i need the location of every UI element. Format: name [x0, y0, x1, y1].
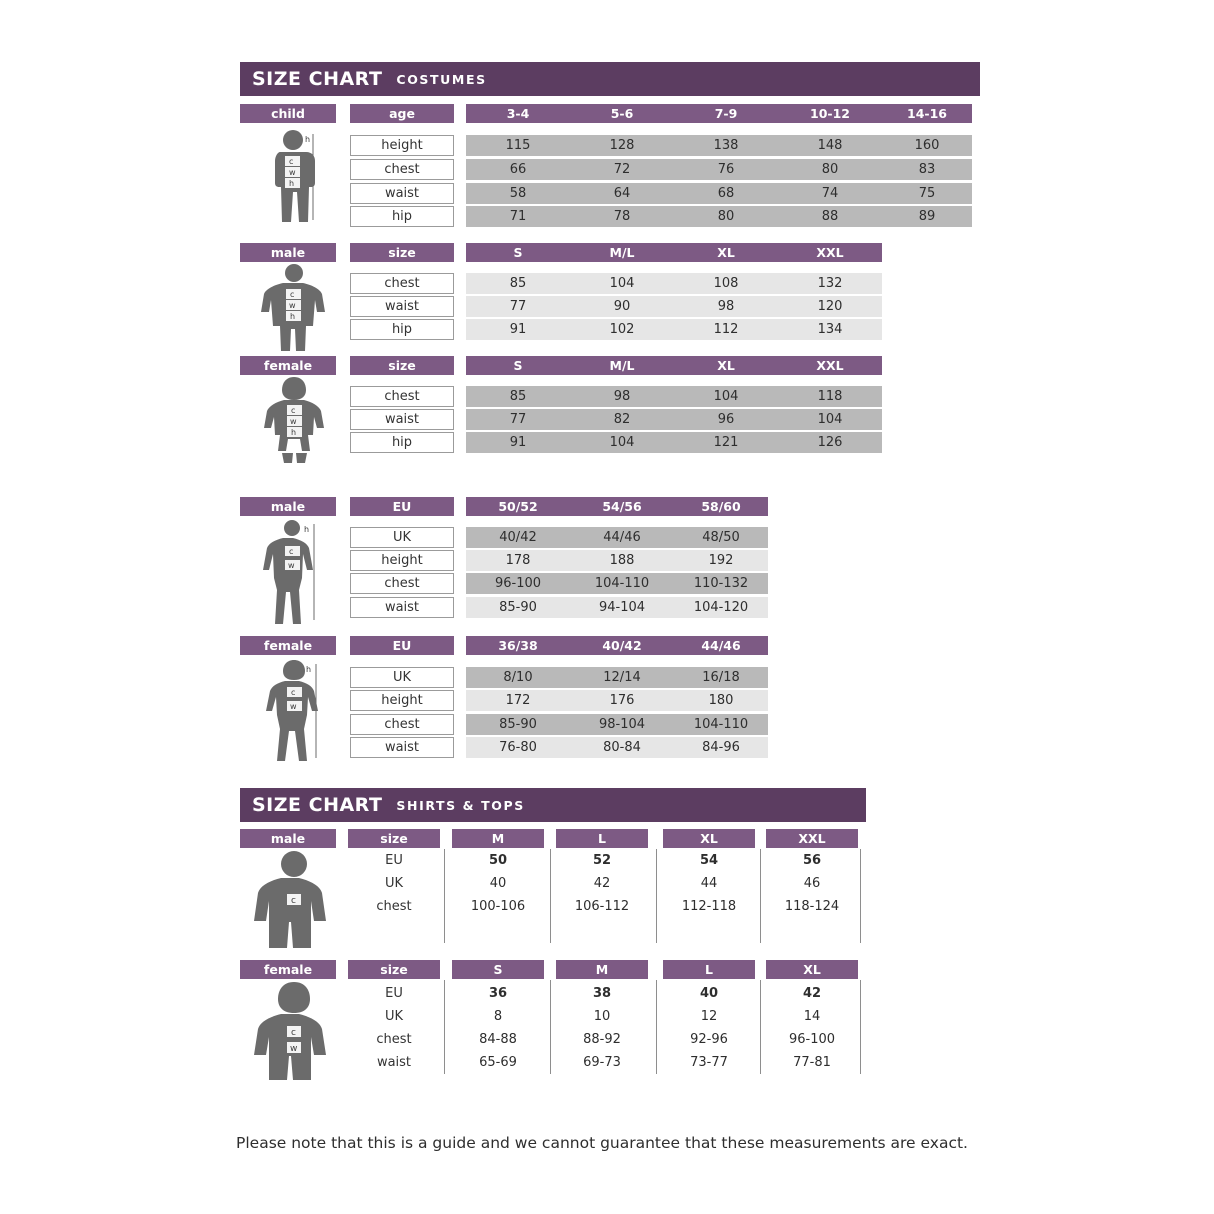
table-cell: 104	[674, 386, 778, 407]
table-cell: 98-104	[570, 714, 674, 735]
row-label: height	[350, 550, 454, 571]
section-tag-female: female	[240, 636, 336, 655]
row-label: UK	[350, 527, 454, 548]
table-cell: 98	[570, 386, 674, 407]
table-cell: 77	[466, 296, 570, 317]
table-cell: 102	[570, 319, 674, 340]
table-cell: 54	[699, 853, 719, 868]
table-cell: 104	[778, 409, 882, 430]
table-cell: 84-88	[479, 1032, 517, 1047]
banner-shirts-tops	[240, 788, 866, 822]
table-cell: 68	[674, 183, 778, 204]
male-full-body-figure	[252, 518, 338, 626]
table-cell: 121	[674, 432, 778, 453]
table-cell: 104	[570, 273, 674, 294]
row-label: chest	[376, 899, 412, 914]
row-label: height	[350, 690, 454, 711]
male-torso-figure	[248, 850, 340, 950]
female-body-figure	[254, 375, 334, 465]
column-header: XXL	[778, 243, 882, 262]
table-cell: 42	[802, 986, 822, 1001]
table-cell: 44	[700, 876, 718, 891]
table-cell: 90	[570, 296, 674, 317]
row-label: UK	[350, 667, 454, 688]
row-label: waist	[376, 1055, 412, 1070]
male-body-figure	[252, 262, 336, 352]
table-cell: 69-73	[583, 1055, 621, 1070]
column-header-age: age	[350, 104, 454, 123]
table-cell: 58	[466, 183, 570, 204]
table-cell: 128	[570, 135, 674, 156]
column-header: 5-6	[570, 104, 674, 123]
table-cell: 106-112	[574, 899, 630, 914]
column-header: M/L	[570, 356, 674, 375]
column-header: 54/56	[570, 497, 674, 516]
column-header-eu: EU	[350, 636, 454, 655]
table-cell: 126	[778, 432, 882, 453]
table-cell: 134	[778, 319, 882, 340]
table-cell: 77-81	[793, 1055, 831, 1070]
column-header: XL	[674, 243, 778, 262]
column-header: XXL	[778, 356, 882, 375]
table-cell: 56	[802, 853, 822, 868]
svg-text:w: w	[289, 168, 296, 177]
table-cell: 73-77	[690, 1055, 728, 1070]
table-cell: 192	[674, 550, 768, 571]
table-cell: 120	[778, 296, 882, 317]
table-cell: 132	[778, 273, 882, 294]
row-label: waist	[350, 597, 454, 618]
table-cell: 96	[674, 409, 778, 430]
table-cell: 112	[674, 319, 778, 340]
female-torso-figure	[248, 980, 340, 1080]
table-cell: 84-96	[674, 737, 768, 758]
svg-text:c: c	[291, 1028, 296, 1038]
row-label: chest	[350, 273, 454, 294]
column-header: S	[452, 960, 544, 979]
column-header: 36/38	[466, 636, 570, 655]
column-header: 58/60	[674, 497, 768, 516]
table-cell: 85	[466, 273, 570, 294]
table-cell: 78	[570, 206, 674, 227]
table-cell: 80	[778, 159, 882, 180]
svg-text:w: w	[290, 1044, 298, 1054]
column-divider	[656, 980, 657, 1074]
column-header: M/L	[570, 243, 674, 262]
row-label: UK	[384, 876, 404, 891]
table-cell: 91	[466, 432, 570, 453]
column-divider	[444, 849, 445, 943]
table-cell: 180	[674, 690, 768, 711]
column-header: XL	[766, 960, 858, 979]
table-cell: 77	[466, 409, 570, 430]
column-divider	[860, 980, 861, 1074]
table-cell: 65-69	[479, 1055, 517, 1070]
table-cell: 12/14	[570, 667, 674, 688]
table-cell: 98	[674, 296, 778, 317]
table-cell: 176	[570, 690, 674, 711]
table-cell: 76	[674, 159, 778, 180]
table-cell: 148	[778, 135, 882, 156]
table-cell: 92-96	[690, 1032, 728, 1047]
column-header: 40/42	[570, 636, 674, 655]
table-cell: 46	[803, 876, 821, 891]
table-cell: 80-84	[570, 737, 674, 758]
table-cell: 80	[674, 206, 778, 227]
table-cell: 40	[489, 876, 507, 891]
table-cell: 83	[882, 159, 972, 180]
svg-text:w: w	[290, 702, 297, 711]
table-cell: 115	[466, 135, 570, 156]
banner-subtitle: SHIRTS & TOPS	[396, 797, 525, 813]
table-cell: 160	[882, 135, 972, 156]
column-header: L	[663, 960, 755, 979]
table-cell: 91	[466, 319, 570, 340]
row-label: chest	[376, 1032, 412, 1047]
column-header: XXL	[766, 829, 858, 848]
table-cell: 71	[466, 206, 570, 227]
table-cell: 82	[570, 409, 674, 430]
svg-text:w: w	[290, 417, 297, 426]
section-tag-female: female	[240, 356, 336, 375]
banner-subtitle: COSTUMES	[396, 71, 487, 87]
column-header-size: size	[348, 960, 440, 979]
svg-text:h: h	[289, 179, 295, 188]
table-cell: 100-106	[470, 899, 526, 914]
table-cell: 104	[570, 432, 674, 453]
row-label: height	[350, 135, 454, 156]
footnote-text: Please note that this is a guide and we cannot guarantee that these measurements are exact.	[236, 1134, 968, 1152]
table-cell: 85	[466, 386, 570, 407]
table-cell: 104-120	[674, 597, 768, 618]
row-label: waist	[350, 183, 454, 204]
svg-text:h: h	[291, 428, 297, 437]
svg-text:c: c	[291, 896, 296, 906]
svg-text:c: c	[291, 688, 296, 697]
table-cell: 188	[570, 550, 674, 571]
row-label: hip	[350, 319, 454, 340]
row-label: EU	[385, 986, 403, 1001]
table-cell: 85-90	[466, 597, 570, 618]
row-label: waist	[350, 296, 454, 317]
table-cell: 44/46	[570, 527, 674, 548]
svg-text:h: h	[290, 312, 296, 321]
column-header-size: size	[348, 829, 440, 848]
child-body-figure	[256, 128, 336, 228]
table-cell: 76-80	[466, 737, 570, 758]
column-header: 10-12	[778, 104, 882, 123]
banner-title: SIZE CHART	[252, 794, 383, 816]
table-cell: 96-100	[466, 573, 570, 594]
column-header: S	[466, 356, 570, 375]
table-cell: 138	[674, 135, 778, 156]
column-header: XL	[674, 356, 778, 375]
svg-text:c: c	[290, 290, 295, 299]
column-header: L	[556, 829, 648, 848]
table-cell: 14	[803, 1009, 821, 1024]
column-header-size: size	[350, 356, 454, 375]
svg-text:h: h	[304, 525, 310, 534]
section-tag-child: child	[240, 104, 336, 123]
table-cell: 89	[882, 206, 972, 227]
column-header: 44/46	[674, 636, 768, 655]
table-cell: 88-92	[583, 1032, 621, 1047]
section-tag-male: male	[240, 829, 336, 848]
column-header: 50/52	[466, 497, 570, 516]
table-cell: 85-90	[466, 714, 570, 735]
column-header: 7-9	[674, 104, 778, 123]
table-cell: 104-110	[570, 573, 674, 594]
table-cell: 12	[700, 1009, 718, 1024]
column-header: M	[556, 960, 648, 979]
row-label: hip	[350, 432, 454, 453]
column-header: 3-4	[466, 104, 570, 123]
table-cell: 118	[778, 386, 882, 407]
table-cell: 8	[493, 1009, 503, 1024]
table-cell: 75	[882, 183, 972, 204]
svg-text:w: w	[288, 561, 295, 570]
table-cell: 50	[488, 853, 508, 868]
table-cell: 40/42	[466, 527, 570, 548]
svg-text:c: c	[289, 157, 294, 166]
row-label: chest	[350, 386, 454, 407]
table-cell: 42	[593, 876, 611, 891]
row-label: chest	[350, 159, 454, 180]
table-cell: 112-118	[681, 899, 737, 914]
table-cell: 72	[570, 159, 674, 180]
banner-title: SIZE CHART	[252, 68, 383, 90]
svg-text:w: w	[289, 301, 296, 310]
row-label: chest	[350, 714, 454, 735]
column-header: S	[466, 243, 570, 262]
row-label: waist	[350, 409, 454, 430]
row-label: UK	[384, 1009, 404, 1024]
column-divider	[860, 849, 861, 943]
table-cell: 38	[592, 986, 612, 1001]
table-cell: 108	[674, 273, 778, 294]
table-cell: 110-132	[674, 573, 768, 594]
table-cell: 178	[466, 550, 570, 571]
column-divider	[550, 980, 551, 1074]
column-divider	[444, 980, 445, 1074]
row-label: EU	[385, 853, 403, 868]
table-cell: 10	[593, 1009, 611, 1024]
table-cell: 36	[488, 986, 508, 1001]
svg-text:c: c	[291, 406, 296, 415]
table-cell: 48/50	[674, 527, 768, 548]
column-divider	[760, 849, 761, 943]
svg-text:c: c	[289, 547, 294, 556]
table-cell: 16/18	[674, 667, 768, 688]
table-cell: 64	[570, 183, 674, 204]
table-cell: 96-100	[788, 1032, 836, 1047]
svg-text:h: h	[305, 135, 311, 144]
column-divider	[550, 849, 551, 943]
table-cell: 104-110	[674, 714, 768, 735]
table-cell: 40	[699, 986, 719, 1001]
table-cell: 88	[778, 206, 882, 227]
female-full-body-figure	[254, 658, 340, 763]
section-tag-male: male	[240, 243, 336, 262]
table-cell: 66	[466, 159, 570, 180]
row-label: hip	[350, 206, 454, 227]
table-cell: 8/10	[466, 667, 570, 688]
column-header: XL	[663, 829, 755, 848]
row-label: waist	[350, 737, 454, 758]
section-tag-male: male	[240, 497, 336, 516]
row-label: chest	[350, 573, 454, 594]
column-header: M	[452, 829, 544, 848]
column-divider	[656, 849, 657, 943]
table-cell: 52	[592, 853, 612, 868]
table-cell: 94-104	[570, 597, 674, 618]
column-header-eu: EU	[350, 497, 454, 516]
banner-costumes	[240, 62, 980, 96]
section-tag-female: female	[240, 960, 336, 979]
column-divider	[760, 980, 761, 1074]
table-cell: 118-124	[784, 899, 840, 914]
column-header-size: size	[350, 243, 454, 262]
table-cell: 74	[778, 183, 882, 204]
column-header: 14-16	[882, 104, 972, 123]
svg-text:h: h	[306, 665, 312, 674]
table-cell: 172	[466, 690, 570, 711]
